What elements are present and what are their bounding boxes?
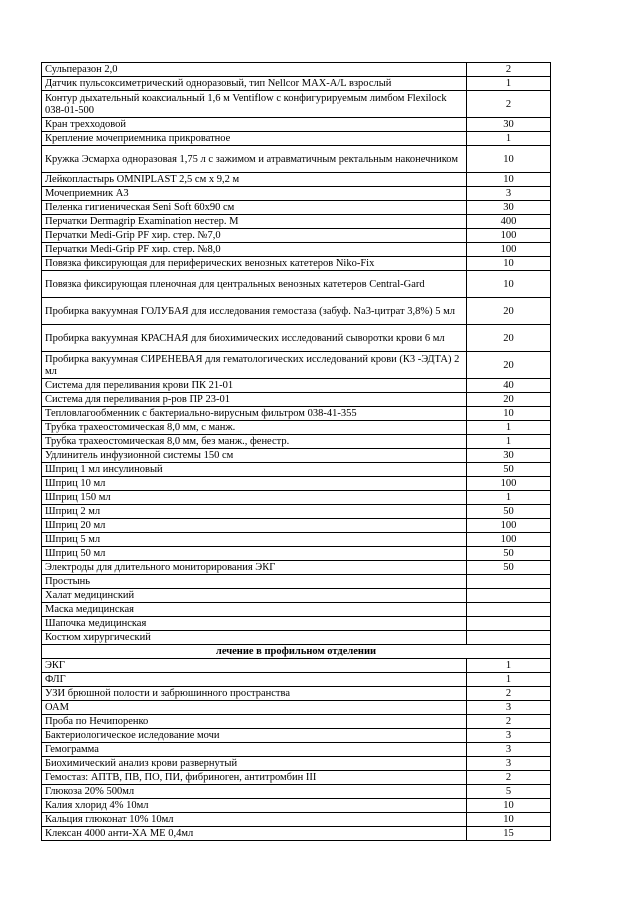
item-quantity-cell: 40: [467, 379, 551, 393]
item-quantity-cell: 1: [467, 132, 551, 146]
item-name-cell: Шприц 10 мл: [42, 477, 467, 491]
item-quantity-cell: 20: [467, 298, 551, 325]
item-quantity-cell: 30: [467, 118, 551, 132]
item-name-cell: УЗИ брюшной полости и забрюшинного пространства: [42, 687, 467, 701]
table-row: [42, 421, 551, 435]
item-name-cell: Перчатки Dermagrip Examination нестер. М: [42, 215, 467, 229]
item-name-cell: Бактериологическое иследование мочи: [42, 729, 467, 743]
table-row: [42, 617, 551, 631]
table-row: [42, 173, 551, 187]
table-row: [42, 63, 551, 77]
item-quantity-cell: [467, 589, 551, 603]
item-name-cell: Шприц 150 мл: [42, 491, 467, 505]
item-quantity-cell: 50: [467, 561, 551, 575]
item-quantity-cell: 10: [467, 271, 551, 298]
item-name-cell: Перчатки Medi-Grip PF хир. стер. №8,0: [42, 243, 467, 257]
item-quantity-cell: 30: [467, 449, 551, 463]
item-name-cell: Кран трехходовой: [42, 118, 467, 132]
table-row: [42, 505, 551, 519]
item-name-cell: Повязка фиксирующая для периферических венозных катетеров Niko-Fix: [42, 257, 467, 271]
table-row: [42, 603, 551, 617]
item-quantity-cell: 10: [467, 407, 551, 421]
supplies-table-body: [42, 63, 551, 841]
item-name-cell: Гемостаз: АПТВ, ПВ, ПО, ПИ, фибриноген, антитромбин III: [42, 771, 467, 785]
table-row: [42, 561, 551, 575]
item-quantity-cell: 1: [467, 659, 551, 673]
table-row: [42, 435, 551, 449]
item-quantity-cell: 10: [467, 799, 551, 813]
table-row: [42, 701, 551, 715]
item-quantity-cell: 1: [467, 491, 551, 505]
table-row: [42, 352, 551, 379]
table-row: [42, 589, 551, 603]
table-row: [42, 201, 551, 215]
item-name-cell: Шапочка медицинская: [42, 617, 467, 631]
item-quantity-cell: 5: [467, 785, 551, 799]
item-quantity-cell: [467, 617, 551, 631]
table-row: [42, 771, 551, 785]
item-name-cell: Пробирка вакуумная КРАСНАЯ для биохимических исследований сыворотки крови 6 мл: [42, 325, 467, 352]
table-row: [42, 132, 551, 146]
table-row: [42, 785, 551, 799]
item-name-cell: Шприц 2 мл: [42, 505, 467, 519]
table-row: [42, 243, 551, 257]
item-quantity-cell: 1: [467, 673, 551, 687]
item-quantity-cell: 2: [467, 715, 551, 729]
supplies-table: [41, 62, 551, 841]
item-quantity-cell: 10: [467, 257, 551, 271]
table-row: [42, 477, 551, 491]
item-name-cell: Калия хлорид 4% 10мл: [42, 799, 467, 813]
section-title: лечение в профильном отделении: [42, 645, 551, 659]
item-name-cell: Система для переливания крови ПК 21-01: [42, 379, 467, 393]
item-quantity-cell: [467, 575, 551, 589]
table-row: [42, 463, 551, 477]
item-quantity-cell: 3: [467, 701, 551, 715]
table-row: [42, 659, 551, 673]
item-quantity-cell: 1: [467, 421, 551, 435]
item-name-cell: Шприц 50 мл: [42, 547, 467, 561]
item-quantity-cell: 100: [467, 477, 551, 491]
table-row: [42, 187, 551, 201]
item-name-cell: Сульперазон 2,0: [42, 63, 467, 77]
item-name-cell: Шприц 1 мл инсулиновый: [42, 463, 467, 477]
item-quantity-cell: 2: [467, 63, 551, 77]
item-name-cell: Удлинитель инфузионной системы 150 см: [42, 449, 467, 463]
item-quantity-cell: 100: [467, 243, 551, 257]
item-name-cell: Шприц 20 мл: [42, 519, 467, 533]
item-quantity-cell: 20: [467, 325, 551, 352]
table-row: [42, 379, 551, 393]
table-row: [42, 257, 551, 271]
item-quantity-cell: 100: [467, 519, 551, 533]
table-row: [42, 673, 551, 687]
item-quantity-cell: 2: [467, 687, 551, 701]
item-name-cell: Простынь: [42, 575, 467, 589]
item-name-cell: Глюкоза 20% 500мл: [42, 785, 467, 799]
item-name-cell: Костюм хирургический: [42, 631, 467, 645]
document-page: [41, 62, 551, 841]
item-name-cell: Повязка фиксирующая пленочная для центральных венозных катетеров Central-Gard: [42, 271, 467, 298]
item-name-cell: Крепление мочеприемника прикроватное: [42, 132, 467, 146]
item-name-cell: Электроды для длительного мониторирования ЭКГ: [42, 561, 467, 575]
table-row: [42, 519, 551, 533]
item-quantity-cell: 100: [467, 533, 551, 547]
item-name-cell: Шприц 5 мл: [42, 533, 467, 547]
item-quantity-cell: 20: [467, 352, 551, 379]
item-quantity-cell: 50: [467, 547, 551, 561]
item-name-cell: Система для переливания р-ров ПР 23-01: [42, 393, 467, 407]
item-name-cell: Гемограмма: [42, 743, 467, 757]
item-quantity-cell: 2: [467, 91, 551, 118]
item-name-cell: Биохимический анализ крови развернутый: [42, 757, 467, 771]
item-name-cell: Халат медицинский: [42, 589, 467, 603]
item-name-cell: Клексан 4000 анти-ХА МЕ 0,4мл: [42, 827, 467, 841]
item-quantity-cell: 50: [467, 463, 551, 477]
item-quantity-cell: [467, 631, 551, 645]
item-name-cell: ЭКГ: [42, 659, 467, 673]
item-name-cell: ОАМ: [42, 701, 467, 715]
table-row: [42, 271, 551, 298]
item-name-cell: Трубка трахеостомическая 8,0 мм, без манж., фенестр.: [42, 435, 467, 449]
table-row: [42, 547, 551, 561]
table-row: [42, 229, 551, 243]
table-row: [42, 298, 551, 325]
item-quantity-cell: 50: [467, 505, 551, 519]
table-row: [42, 729, 551, 743]
item-name-cell: Перчатки Medi-Grip PF хир. стер. №7,0: [42, 229, 467, 243]
item-quantity-cell: 3: [467, 187, 551, 201]
table-row: [42, 118, 551, 132]
item-quantity-cell: 3: [467, 729, 551, 743]
table-row: [42, 687, 551, 701]
table-row: [42, 325, 551, 352]
item-name-cell: ФЛГ: [42, 673, 467, 687]
item-name-cell: Тепловлагообменник с бактериально-вирусным фильтром 038-41-355: [42, 407, 467, 421]
table-row: [42, 827, 551, 841]
table-row: [42, 77, 551, 91]
table-row: [42, 449, 551, 463]
item-quantity-cell: 1: [467, 435, 551, 449]
item-quantity-cell: 15: [467, 827, 551, 841]
table-row: [42, 757, 551, 771]
item-quantity-cell: [467, 603, 551, 617]
table-row: [42, 813, 551, 827]
table-row: [42, 575, 551, 589]
table-row: [42, 393, 551, 407]
item-name-cell: Пробирка вакуумная ГОЛУБАЯ для исследования гемостаза (забуф. Na3-цитрат 3,8%) 5 мл: [42, 298, 467, 325]
item-name-cell: Кальция глюконат 10% 10мл: [42, 813, 467, 827]
section-row: [42, 645, 551, 659]
table-row: [42, 91, 551, 118]
item-quantity-cell: 3: [467, 757, 551, 771]
item-name-cell: Проба по Нечипоренко: [42, 715, 467, 729]
table-row: [42, 631, 551, 645]
table-row: [42, 407, 551, 421]
item-quantity-cell: 1: [467, 77, 551, 91]
item-quantity-cell: 20: [467, 393, 551, 407]
item-quantity-cell: 400: [467, 215, 551, 229]
item-name-cell: Кружка Эсмарха одноразовая 1,75 л с зажимом и атравматичным ректальным наконечником: [42, 146, 467, 173]
item-quantity-cell: 100: [467, 229, 551, 243]
item-name-cell: Пеленка гигиеническая Seni Soft 60х90 см: [42, 201, 467, 215]
item-name-cell: Трубка трахеостомическая 8,0 мм, с манж.: [42, 421, 467, 435]
item-quantity-cell: 10: [467, 173, 551, 187]
item-quantity-cell: 30: [467, 201, 551, 215]
table-row: [42, 533, 551, 547]
item-quantity-cell: 3: [467, 743, 551, 757]
item-name-cell: Маска медицинская: [42, 603, 467, 617]
item-name-cell: Датчик пульсоксиметрический одноразовый, тип Nellcor MAX-A/L взрослый: [42, 77, 467, 91]
table-row: [42, 215, 551, 229]
item-name-cell: Контур дыхательный коаксиальный 1,6 м Ventiflow с конфигурируемым лимбом Flexilock 038-01-500: [42, 91, 467, 118]
table-row: [42, 743, 551, 757]
item-name-cell: Пробирка вакуумная СИРЕНЕВАЯ для гематологических исследований крови (К3 -ЭДТА) 2 мл: [42, 352, 467, 379]
item-name-cell: Лейкопластырь OMNIPLAST 2,5 см х 9,2 м: [42, 173, 467, 187]
item-quantity-cell: 10: [467, 146, 551, 173]
item-quantity-cell: 2: [467, 771, 551, 785]
item-quantity-cell: 10: [467, 813, 551, 827]
item-name-cell: Мочеприемник А3: [42, 187, 467, 201]
table-row: [42, 799, 551, 813]
table-row: [42, 146, 551, 173]
table-row: [42, 491, 551, 505]
table-row: [42, 715, 551, 729]
